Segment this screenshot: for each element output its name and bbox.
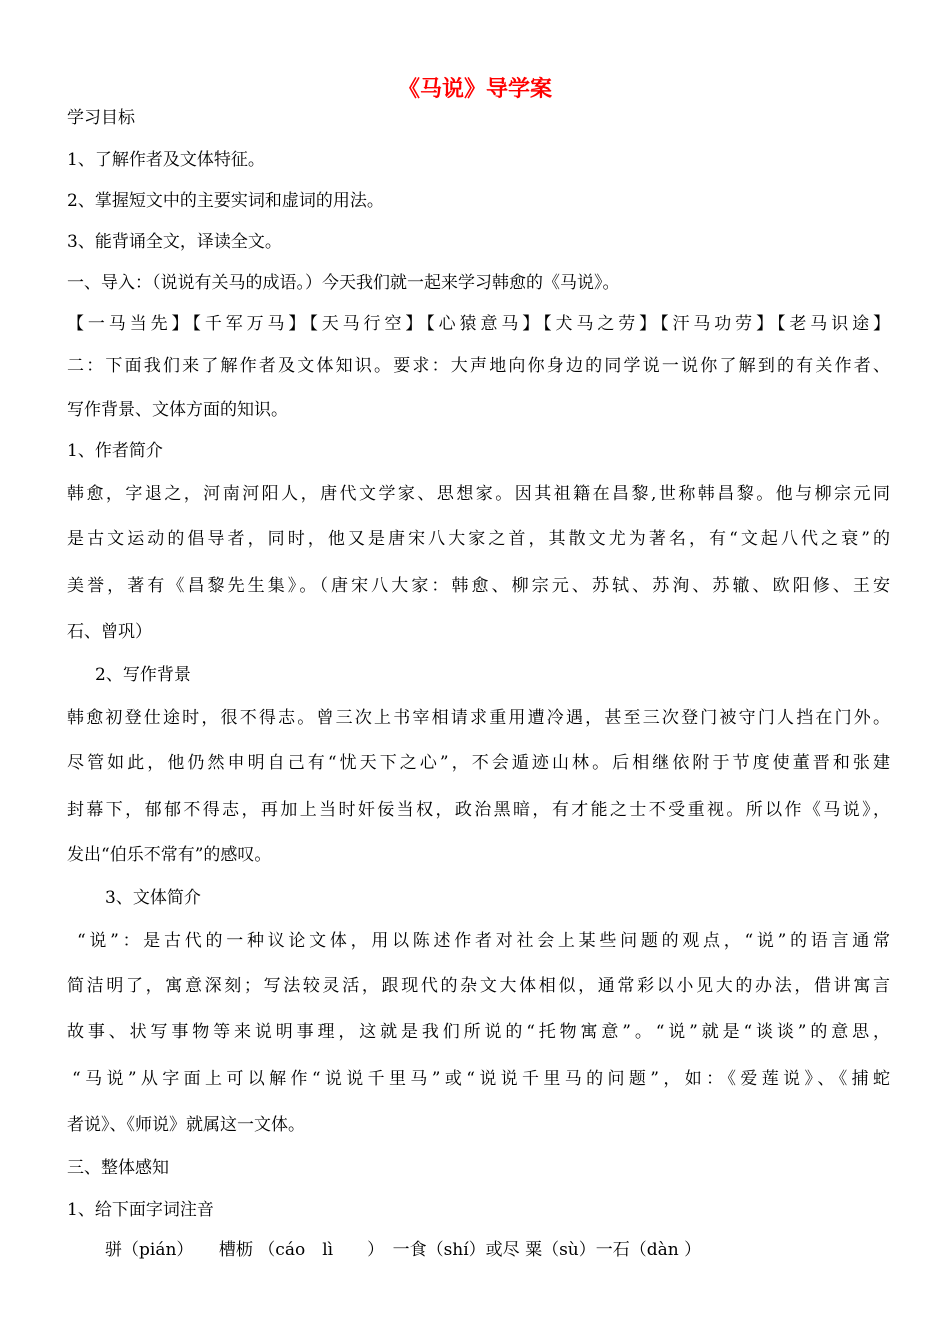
text-line: “说”：是古代的一种议论文体，用以陈述作者对社会上某些问题的观点，“说”的语言通常 — [77, 931, 890, 951]
text-line: 1、了解作者及文体特征。 — [67, 150, 265, 170]
text-line: 发出“伯乐不常有”的感叹。 — [67, 845, 272, 865]
text-line: 韩愈初登仕途时，很不得志。曾三次上书宰相请求重用遭冷遇，甚至三次登门被守门人挡在门外。 — [67, 708, 890, 728]
text-line: 尽管如此，他仍然申明自己有“忧天下之心”，不会遁迹山林。后相继依附于节度使董晋和张建 — [67, 753, 890, 773]
text-line: 写作背景、文体方面的知识。 — [67, 400, 288, 420]
text-line: 三、整体感知 — [67, 1158, 169, 1178]
text-line: 者说》、《师说》就属这一文体。 — [67, 1115, 305, 1135]
text-line: 学习目标 — [67, 108, 135, 128]
text-line: 2、写作背景 — [95, 665, 191, 685]
text-line: “马说”从字面上可以解作“说说千里马”或“说说千里马的问题”，如：《爱莲说》、《捕蛇 — [72, 1069, 890, 1089]
text-line: 石、曾巩） — [67, 622, 152, 642]
text-line: 是古文运动的倡导者，同时，他又是唐宋八大家之首，其散文尤为著名，有“文起八代之衰”的 — [67, 529, 890, 549]
text-line: 一、导入：（说说有关马的成语。）今天我们就一起来学习韩愈的《马说》。 — [67, 273, 620, 293]
text-line: 1、作者简介 — [67, 441, 163, 461]
text-line: 封幕下，郁郁不得志，再加上当时奸佞当权，政治黑暗，有才能之士不受重视。所以作《马说》， — [67, 800, 890, 820]
text-line: 骈（pián） 槽枥 （cáo lì ） 一食（shí）或尽 粟（sù）一石（dàn ） — [105, 1240, 702, 1260]
text-line: 二：下面我们来了解作者及文体知识。要求：大声地向你身边的同学说一说你了解到的有关作者、 — [67, 356, 890, 376]
text-line: 1、给下面字词注音 — [67, 1200, 214, 1220]
text-line: 3、文体简介 — [105, 888, 201, 908]
text-line: 3、能背诵全文，译读全文。 — [67, 232, 282, 252]
text-line: 美誉，著有《昌黎先生集》。（唐宋八大家：韩愈、柳宗元、苏轼、苏洵、苏辙、欧阳修、王安 — [67, 576, 890, 596]
text-line: 韩愈，字退之，河南河阳人，唐代文学家、思想家。因其祖籍在昌黎,世称韩昌黎。他与柳宗元同 — [67, 484, 890, 504]
text-line: 故事、状写事物等来说明事理，这就是我们所说的“托物寓意”。“说”就是“谈谈”的意思， — [67, 1022, 890, 1042]
page-title: 《马说》导学案 — [397, 77, 552, 102]
text-line: 【一马当先】【千军万马】【天马行空】【心猿意马】【犬马之劳】【汗马功劳】【老马识途】 — [67, 314, 890, 334]
text-line: 2、掌握短文中的主要实词和虚词的用法。 — [67, 191, 384, 211]
text-line: 简洁明了，寓意深刻；写法较灵活，跟现代的杂文大体相似，通常彩以小见大的办法，借讲寓言 — [67, 976, 890, 996]
